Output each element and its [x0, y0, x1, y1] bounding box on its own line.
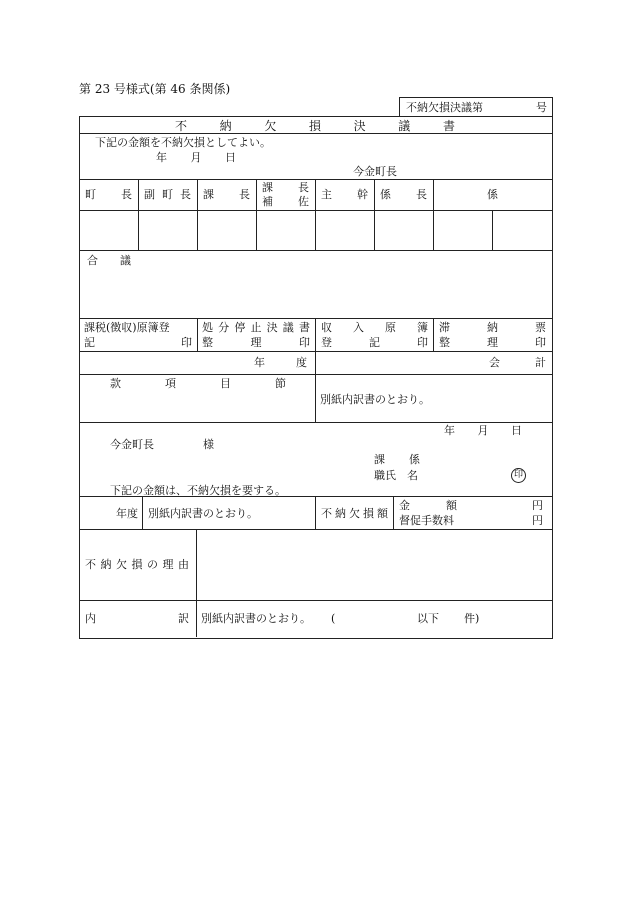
breakdown-label: 内 訳	[85, 612, 189, 625]
title-char: 不	[175, 119, 188, 133]
summary-amount-label: 不 納 欠 損 額	[321, 507, 388, 520]
breakdown-count-prefix: 以下	[417, 612, 439, 625]
approval-col-assistant-chief-line2: 補 佐	[262, 195, 309, 208]
breakdown-text: 別紙内訳書のとおり。	[201, 612, 311, 625]
request-date: 年 月 日	[444, 424, 522, 437]
seal-mark: 印	[511, 468, 526, 483]
intro-text: 下記の金額を不納欠損としてよい。	[95, 136, 271, 149]
summary-year-label: 年度	[116, 507, 138, 520]
register-suspension-line2: 整 理 印	[202, 336, 310, 349]
register-suspension-line1: 処 分 停 止 決 議 書	[202, 321, 310, 334]
form-title	[175, 120, 455, 132]
title-char: 納	[219, 119, 232, 133]
subhead-setsu: 節	[275, 377, 286, 390]
register-revenue-line2: 登 記 印	[321, 336, 428, 349]
fiscal-subheads	[110, 378, 286, 389]
fiscal-note: 別紙内訳書のとおり。	[320, 393, 430, 406]
request-staff-label: 職氏	[374, 469, 396, 482]
approval-col-assistant-chief-line1: 課 長	[262, 181, 309, 194]
decision-number-prefix: 不納欠損決議第	[406, 101, 483, 114]
title-char: 決	[353, 119, 366, 133]
approval-col-mayor: 町 長	[85, 188, 132, 201]
request-name-label: 名	[407, 469, 418, 482]
title-char: 欠	[264, 119, 277, 133]
approval-col-staff: 係	[487, 188, 498, 201]
subhead-moku: 目	[220, 377, 231, 390]
decision-number-suffix: 号	[536, 101, 547, 114]
breakdown-paren-open: (	[331, 612, 336, 625]
date-month: 月	[190, 151, 202, 164]
summary-year-value: 別紙内訳書のとおり。	[148, 507, 258, 520]
breakdown-count-suffix: 件)	[464, 612, 480, 625]
title-char: 議	[398, 119, 411, 133]
request-text: 下記の金額は、不納欠損を要する。	[110, 484, 286, 497]
summary-amount-yen: 円	[532, 499, 543, 512]
approval-col-deputy-mayor: 副 町 長	[144, 188, 191, 201]
title-char: 書	[442, 119, 455, 133]
decision-number-box	[399, 97, 553, 117]
intro-town-head: 今金町長	[353, 165, 397, 178]
approval-col-section-chief: 課 長	[203, 188, 250, 201]
register-arrears-line1: 滞 納 票	[439, 321, 546, 334]
request-honorific: 様	[203, 438, 214, 451]
approval-col-subsection-head: 係 長	[380, 188, 427, 201]
summary-fee-row: 督促手数料	[399, 514, 454, 527]
reason-label: 不 納 欠 損 の 理 由	[85, 558, 189, 571]
consultation-label: 合 議	[87, 254, 131, 267]
date-year: 年	[156, 151, 167, 164]
summary-fee-yen: 円	[532, 514, 543, 527]
title-char: 損	[308, 119, 321, 133]
fiscal-year-label: 年 度	[254, 356, 307, 369]
request-department: 課 係	[374, 453, 420, 466]
request-addressee: 今金町長	[110, 438, 154, 451]
form-caption: 第 23 号様式(第 46 条関係)	[79, 82, 231, 96]
subhead-kou: 項	[165, 377, 176, 390]
approval-col-chief-manager: 主 幹	[321, 188, 368, 201]
subhead-kan: 款	[110, 377, 121, 390]
register-tax-line1: 課税(徴収)原簿登	[84, 321, 170, 334]
fiscal-account-label: 会 計	[489, 356, 546, 369]
intro-date	[156, 152, 236, 163]
date-day: 日	[225, 151, 236, 164]
register-revenue-line1: 収 入 原 簿	[321, 321, 428, 334]
summary-amount-row: 金 額	[399, 499, 457, 512]
register-tax-line2: 記 印	[84, 336, 192, 349]
register-arrears-line2: 整 理 印	[439, 336, 546, 349]
